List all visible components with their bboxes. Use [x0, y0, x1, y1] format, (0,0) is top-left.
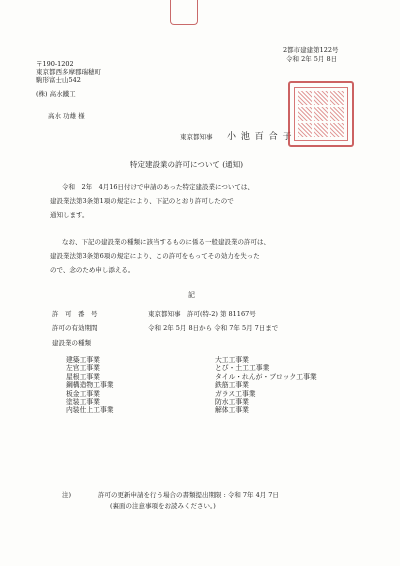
- validity-period-value: 令和 2年 5月 8日から 令和 7年 5月 7日まで: [148, 324, 279, 332]
- business-type-item: とび・土工工事業: [215, 364, 270, 373]
- footnote-label: 注): [62, 491, 72, 499]
- permit-number-label: 許 可 番 号: [52, 310, 98, 318]
- business-type-item: 板金工事業: [66, 389, 100, 398]
- footnote-line-2: (裏面の注意事項をお読みください。): [110, 502, 216, 510]
- permit-number-value: 東京都知事 許可(特-2) 第 81167号: [148, 310, 256, 318]
- business-type-item: 鋼構造物工事業: [66, 381, 114, 390]
- body-p1-line2: 建設業法第3条第1項の規定により、下記のとおり許可したので: [50, 197, 234, 205]
- recipient-representative: 高水 功雄 様: [48, 112, 85, 120]
- business-type-item: 塗装工事業: [66, 398, 100, 407]
- business-types-right: [215, 356, 317, 415]
- issuer-label: 東京都知事: [180, 133, 213, 141]
- business-type-item: 解体工事業: [215, 406, 249, 415]
- business-types-left: [66, 356, 114, 415]
- business-type-item: 左官工事業: [66, 364, 100, 373]
- business-type-item: 建築工事業: [66, 356, 100, 364]
- seal-stamp-top: [170, 0, 198, 25]
- body-p1-line1: 令和 2年 4月16日付けで申請のあった特定建設業については、: [62, 183, 254, 191]
- footnote-line-1: 許可の更新申請を行う場合の書類提出期限 : 令和 7年 4月 7日: [98, 491, 279, 499]
- business-type-item: 屋根工事業: [66, 372, 100, 381]
- business-type-item: ガラス工事業: [215, 389, 256, 398]
- document-title: 特定建設業の許可について (通知): [130, 160, 244, 169]
- doc-number: 2都市建建第122号: [283, 46, 339, 54]
- body-p1-line3: 通知します。: [50, 211, 89, 219]
- official-seal: [288, 81, 354, 147]
- recipient-address-1: 東京都西多摩郡瑞穂町: [36, 68, 101, 76]
- body-p2-line2: 建設業法第3条第6項の規定により、この許可をもってその効力を失った: [50, 252, 260, 260]
- recipient-company: (株) 高水鐵工: [36, 90, 76, 98]
- body-p2-line3: ので、念のため申し添える。: [50, 266, 135, 274]
- business-type-item: 防水工事業: [215, 398, 249, 407]
- ki-marker: 記: [188, 291, 195, 299]
- business-type-item: 大工工事業: [215, 356, 249, 364]
- issuer-name: 小 池 百 合 子: [227, 132, 293, 142]
- business-type-item: タイル・れんが・ブロック工事業: [215, 372, 317, 381]
- business-type-item: 鉄筋工事業: [215, 381, 249, 390]
- doc-date: 令和 2年 5月 8日: [286, 55, 338, 63]
- business-type-item: 内装仕上工事業: [66, 406, 114, 415]
- validity-period-label: 許可の有効期間: [52, 324, 98, 332]
- recipient-postal: 〒190-1202: [36, 60, 74, 68]
- business-types-label: 建設業の種類: [52, 339, 91, 347]
- body-p2-line1: なお、下記の建設業の種類に該当するものに係る一般建設業の許可は、: [62, 238, 270, 246]
- recipient-address-2: 駒形富士山542: [36, 76, 81, 84]
